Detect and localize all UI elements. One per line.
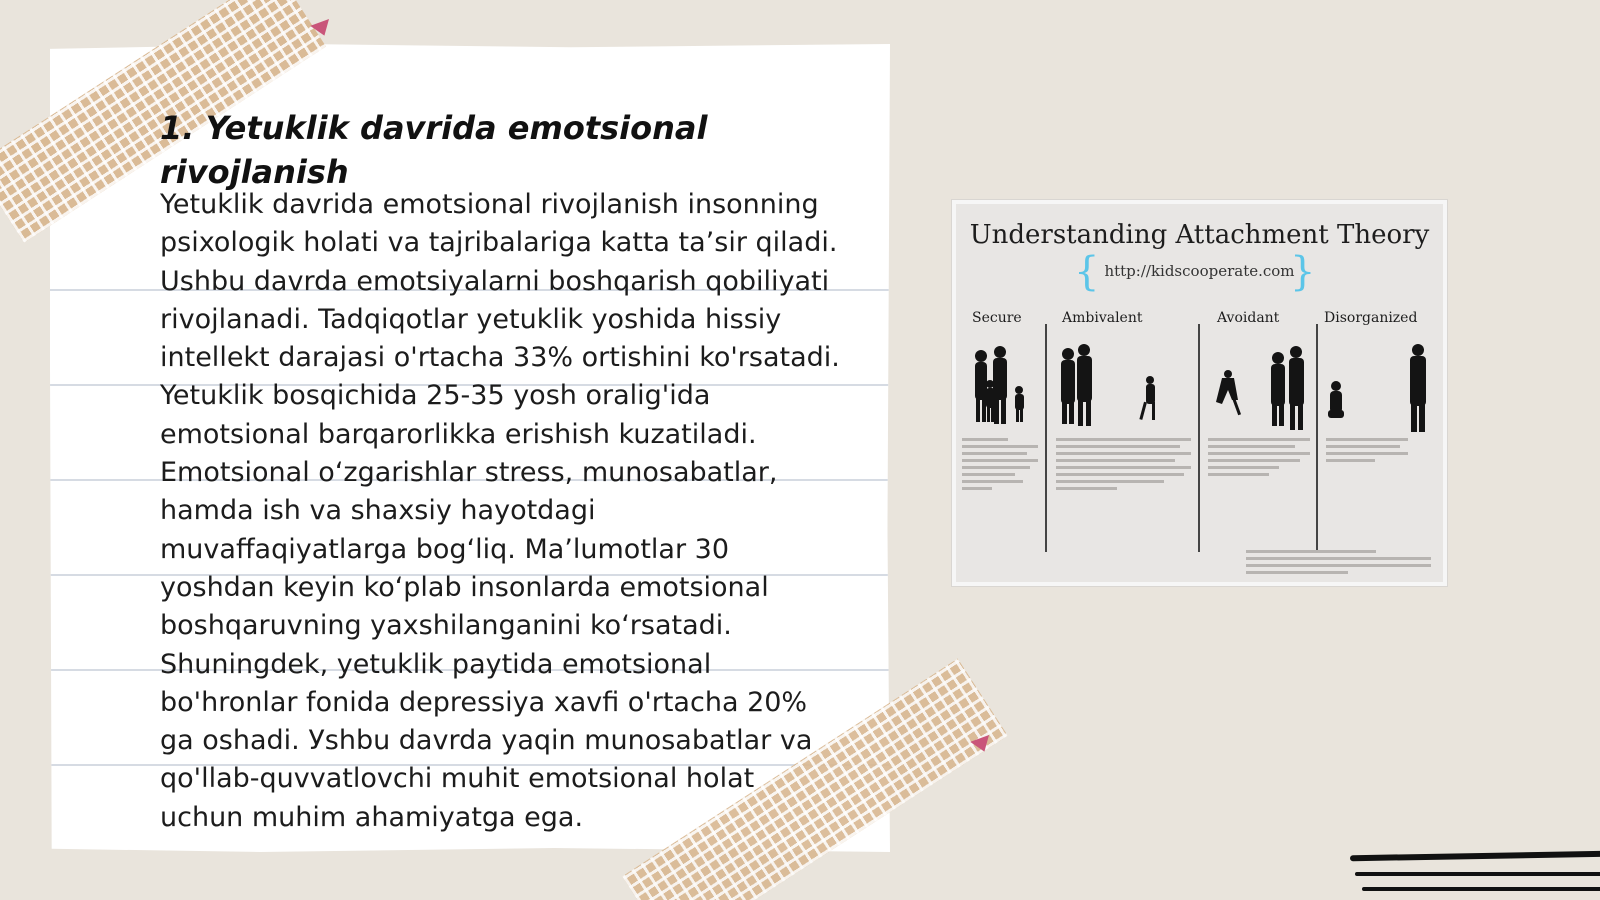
right-brace-icon: } xyxy=(1290,249,1316,295)
category-avoidant: Avoidant xyxy=(1217,310,1280,326)
image-title: Understanding Attachment Theory xyxy=(969,220,1430,250)
attachment-theory-image xyxy=(952,200,1447,586)
slide-title: 1. Yetuklik davrida emotsional rivojlanish xyxy=(160,109,708,191)
brush-stroke-decoration xyxy=(1362,887,1600,891)
brush-stroke-decoration xyxy=(1355,872,1600,876)
category-ambivalent: Ambivalent xyxy=(1062,310,1143,326)
left-brace-icon: { xyxy=(1074,249,1100,295)
slide-body-text: Yetuklik davrida emotsional rivojlanish insonning psixologik holati va tajribalariga katta ta’sir qiladi. Ushbu davrda emotsiyalarni boshqarish qobiliyati rivojlanadi. Tadqiqotlar yetuklik yoshida hissiy intellekt darajasi o'rtacha 33% ortishini ko'rsatadi. Yetuklik bosqichida 25-35 yosh oralig'ida emotsional barqarorlikka erishish kuzatiladi. Emotsional o‘zgarishlar stress, munosabatlar, hamda ish va shaxsiy hayotdagi muvaffaqiyatlarga bog‘liq. Ma’lumotlar 30 yoshdan keyin ko‘plab insonlarda emotsional boshqaruvning yaxshilanganini ko‘rsatadi. Shuningdek, yetuklik paytida emotsional bo'hronlar fonida depressiya xavfi o'rtacha 20% ga oshadi. Уshbu davrda yaqin munosabatlar va qo'llab-quvvatlovchi muhit emotsional holat uchun muhim ahamiyatga ega. xyxy=(160,189,840,833)
category-disorganized: Disorganized xyxy=(1324,310,1418,326)
avoidant-description xyxy=(1208,438,1310,520)
image-credit xyxy=(1246,550,1431,578)
image-url: http://kidscooperate.com xyxy=(1104,262,1295,280)
secure-description xyxy=(962,438,1038,520)
brush-stroke-decoration xyxy=(1350,851,1600,862)
category-secure: Secure xyxy=(972,310,1022,326)
ambivalent-description xyxy=(1056,438,1191,520)
pink-pin-icon xyxy=(310,19,334,39)
family-silhouettes-illustration xyxy=(956,344,1443,434)
disorganized-description xyxy=(1326,438,1408,520)
